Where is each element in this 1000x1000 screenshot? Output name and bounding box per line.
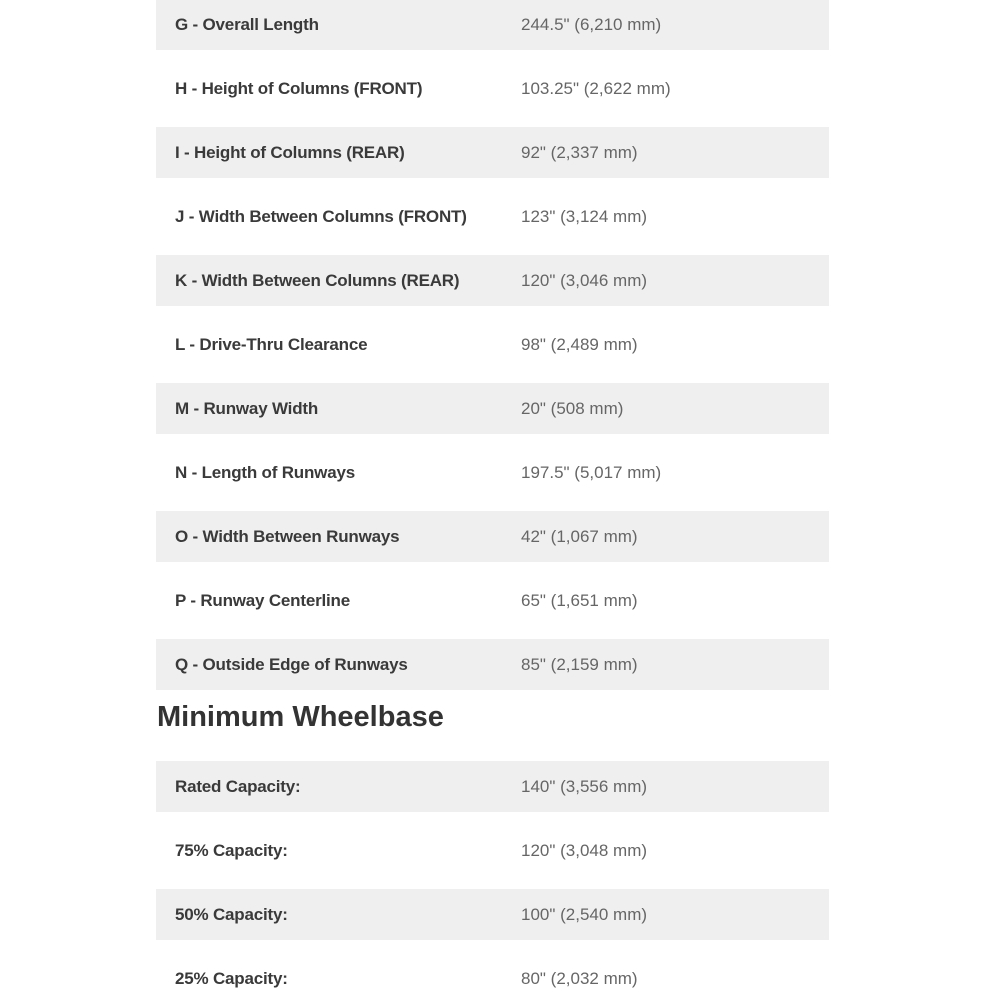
wheelbase-table [156, 761, 829, 1000]
spec-value: 20" (508 mm) [521, 383, 829, 434]
spec-value: 85" (2,159 mm) [521, 639, 829, 690]
spec-label: 25% Capacity: [175, 969, 288, 988]
table-row [156, 761, 829, 812]
spec-label: G - Overall Length [156, 0, 521, 50]
table-row [156, 511, 829, 562]
spec-value: 120" (3,046 mm) [521, 255, 829, 306]
spec-value: 42" (1,067 mm) [521, 511, 829, 562]
spec-value: 103.25" (2,622 mm) [521, 79, 671, 98]
table-row [156, 63, 829, 114]
spec-label: P - Runway Centerline [175, 591, 350, 610]
table-row [156, 825, 829, 876]
table-row [156, 0, 829, 50]
spec-value: 80" (2,032 mm) [521, 969, 638, 988]
spec-label: H - Height of Columns (FRONT) [175, 79, 423, 98]
spec-label: K - Width Between Columns (REAR) [156, 255, 521, 306]
spec-value: 140" (3,556 mm) [521, 761, 829, 812]
spec-value: 92" (2,337 mm) [521, 127, 829, 178]
spec-label: L - Drive-Thru Clearance [175, 335, 368, 354]
spec-label: N - Length of Runways [175, 463, 355, 482]
spec-label: O - Width Between Runways [156, 511, 521, 562]
spec-value: 65" (1,651 mm) [521, 591, 638, 610]
table-row [156, 127, 829, 178]
spec-label: Q - Outside Edge of Runways [156, 639, 521, 690]
table-row [156, 255, 829, 306]
spec-value: 123" (3,124 mm) [521, 207, 648, 226]
spec-value: 98" (2,489 mm) [521, 335, 638, 354]
table-row [156, 575, 829, 626]
table-row [156, 639, 829, 690]
table-row [156, 383, 829, 434]
table-row [156, 319, 829, 370]
table-row [156, 889, 829, 940]
spec-value: 244.5" (6,210 mm) [521, 0, 829, 50]
spec-value: 100" (2,540 mm) [521, 889, 829, 940]
table-row [156, 953, 829, 1000]
spec-label: J - Width Between Columns (FRONT) [175, 207, 467, 226]
table-row [156, 447, 829, 498]
spec-label: I - Height of Columns (REAR) [156, 127, 521, 178]
section-heading: Minimum Wheelbase [157, 701, 444, 733]
spec-label: M - Runway Width [156, 383, 521, 434]
spec-label: 50% Capacity: [156, 889, 521, 940]
spec-label: 75% Capacity: [175, 841, 288, 860]
spec-label: Rated Capacity: [156, 761, 521, 812]
dimensions-table [156, 0, 829, 690]
spec-value: 120" (3,048 mm) [521, 841, 648, 860]
spec-value: 197.5" (5,017 mm) [521, 463, 662, 482]
table-row [156, 191, 829, 242]
